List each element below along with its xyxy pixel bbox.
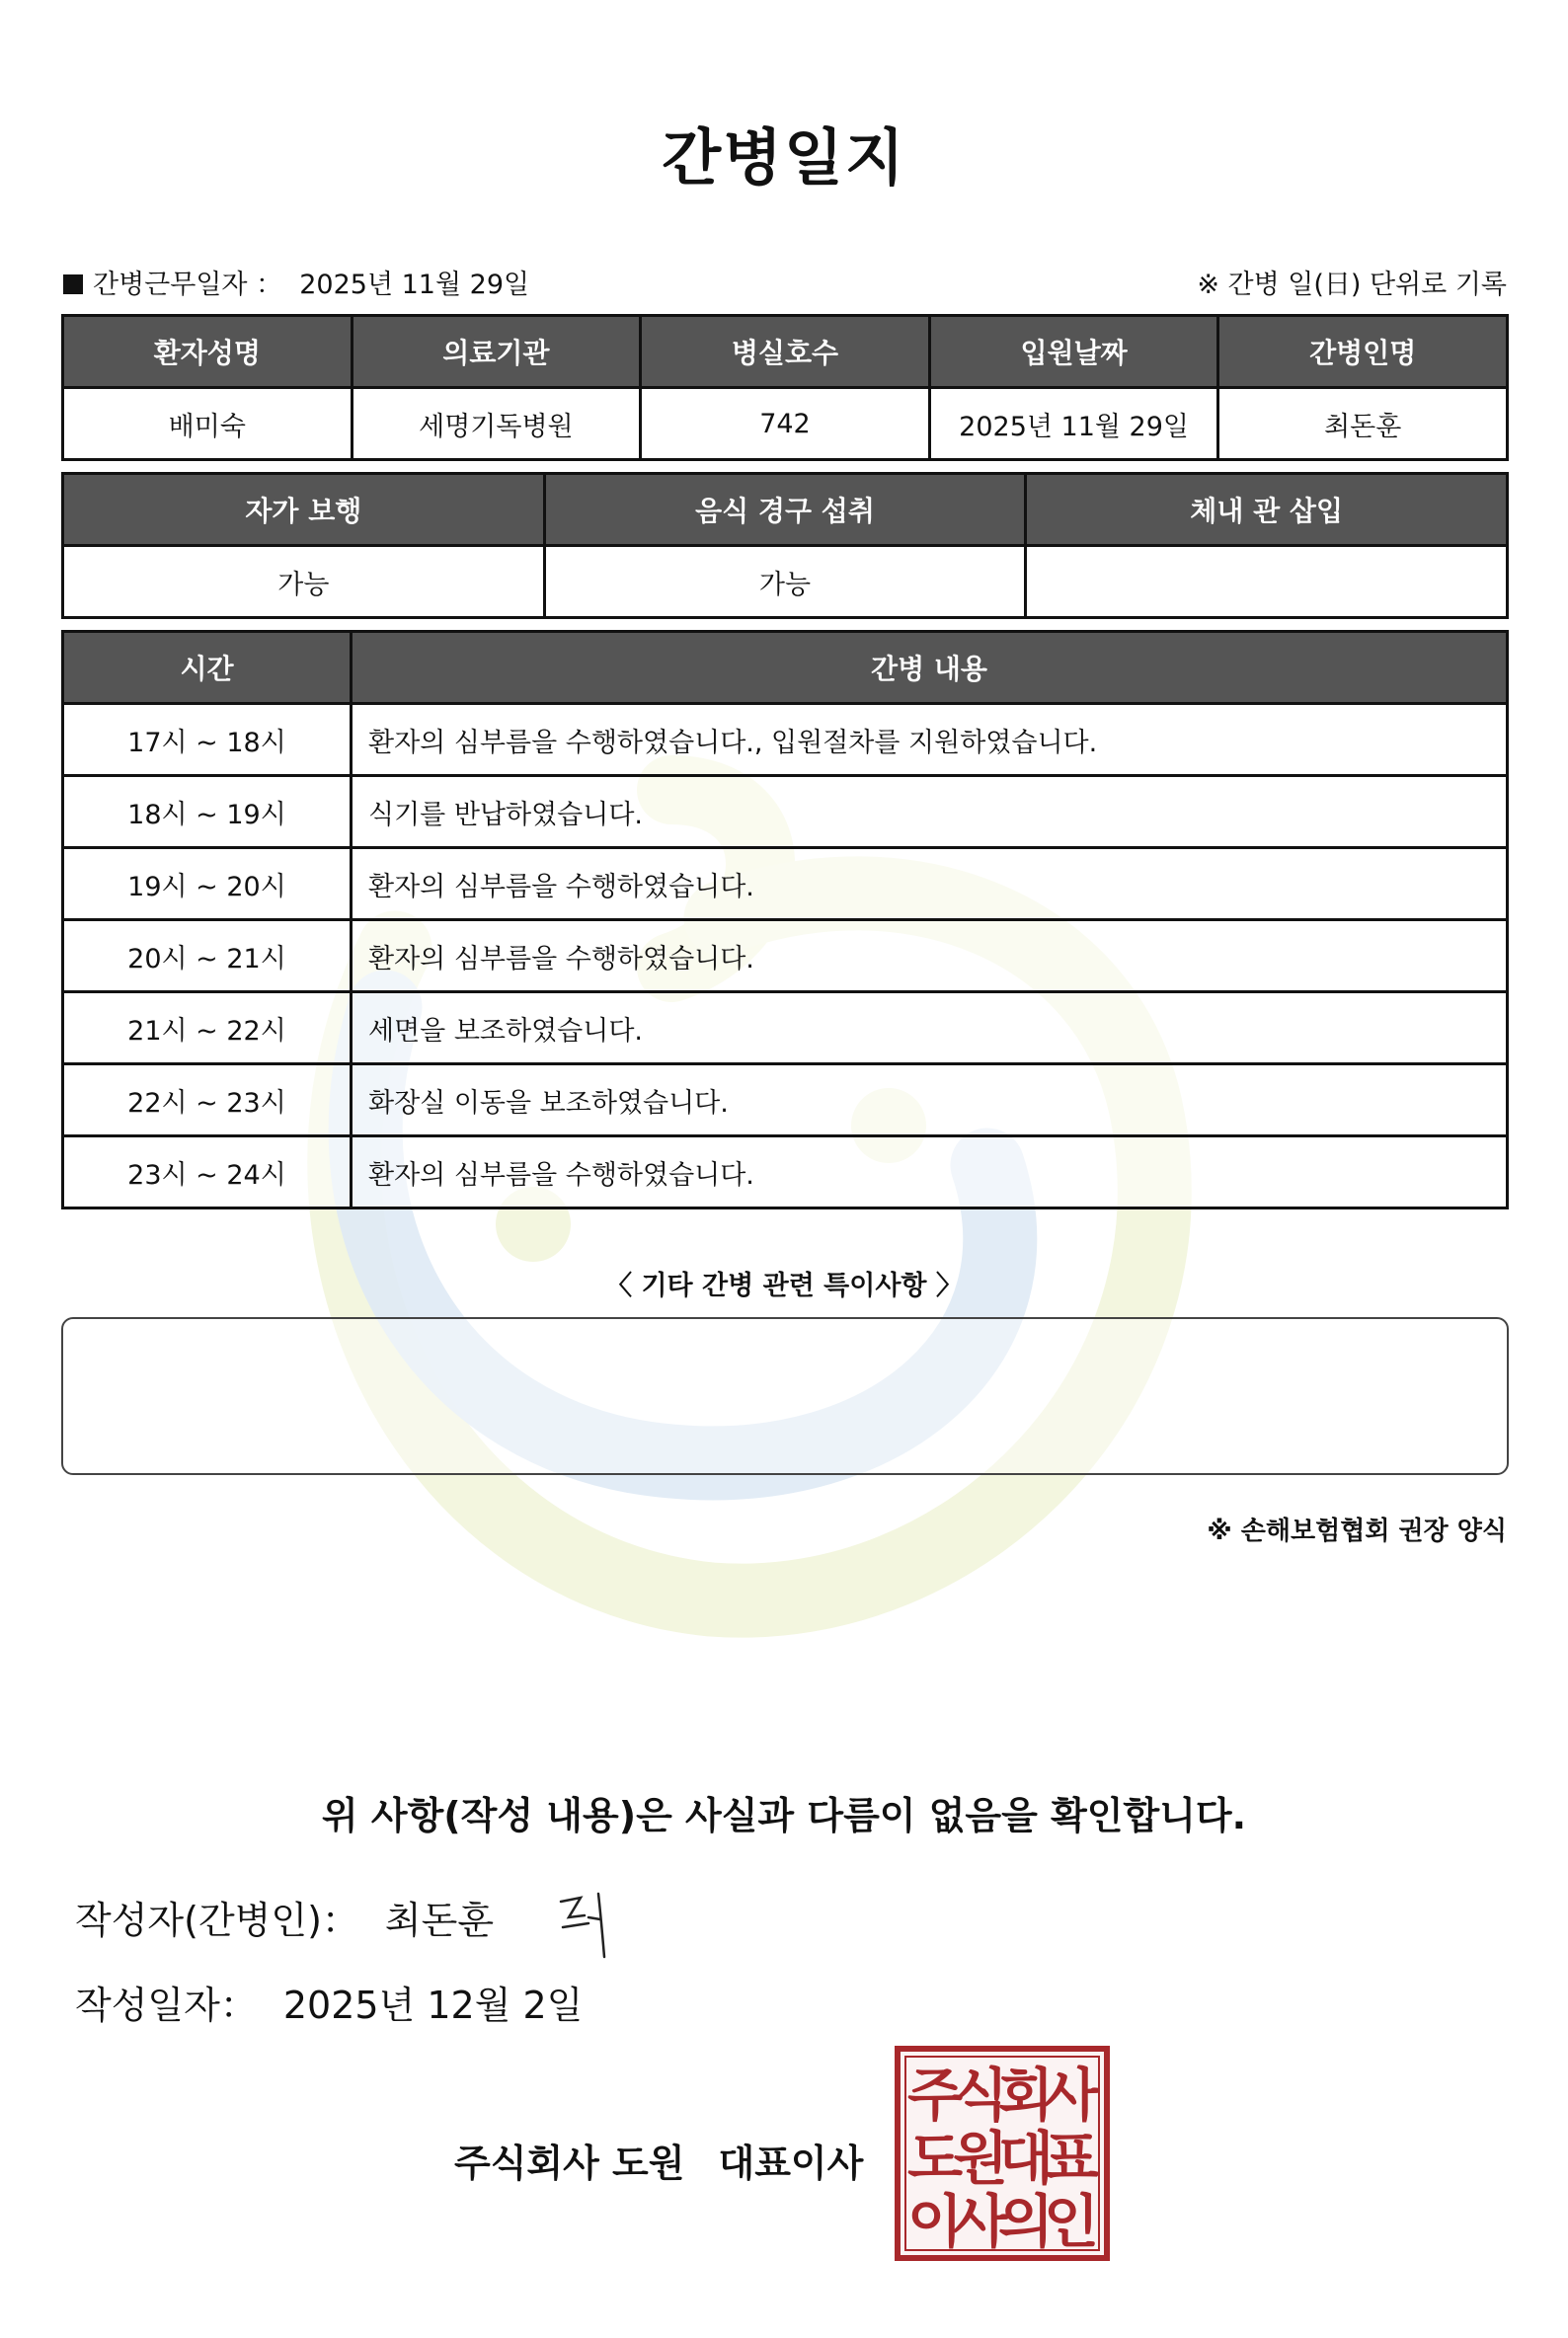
- log-time: 23시 ~ 24시: [63, 1136, 352, 1208]
- company-name: 주식회사 도원: [454, 2142, 685, 2185]
- written-date-label: 작성일자：: [75, 1984, 258, 2027]
- table-row: [63, 1136, 1508, 1208]
- written-date-row: [75, 1975, 583, 2029]
- writer-name: 최돈훈: [384, 1899, 495, 1942]
- svg-text:식: 식: [952, 2062, 1009, 2129]
- page-title: 간병일지: [662, 121, 906, 194]
- tube-value: [1026, 546, 1508, 618]
- svg-text:이: 이: [906, 2188, 964, 2255]
- log-content: 식기를 반납하였습니다.: [352, 776, 1508, 848]
- header-walking: 자가 보행: [63, 474, 545, 546]
- company-seal-stamp: [895, 2046, 1110, 2261]
- svg-text:사: 사: [952, 2188, 1009, 2255]
- patient-name: 배미숙: [63, 388, 353, 460]
- svg-text:도: 도: [906, 2125, 964, 2192]
- log-time: 21시 ~ 22시: [63, 992, 352, 1064]
- log-content: 화장실 이동을 보조하였습니다.: [352, 1064, 1508, 1136]
- handwritten-signature: [555, 1888, 624, 1967]
- svg-text:의: 의: [997, 2188, 1055, 2255]
- svg-text:원: 원: [952, 2125, 1009, 2192]
- work-date-value: 2025년 11월 29일: [299, 270, 530, 300]
- remarks-box: [61, 1317, 1509, 1475]
- header-patient-name: 환자성명: [63, 316, 353, 388]
- table-row: [63, 704, 1508, 776]
- log-time: 17시 ~ 18시: [63, 704, 352, 776]
- header-time: 시간: [63, 632, 352, 704]
- company-title: 대표이사: [718, 2142, 864, 2185]
- header-tube: 체내 관 삽입: [1026, 474, 1508, 546]
- table-row: [63, 848, 1508, 920]
- header-admission-date: 입원날짜: [929, 316, 1218, 388]
- svg-text:표: 표: [1043, 2125, 1100, 2192]
- patient-header-row: [63, 316, 1508, 388]
- written-date-value: 2025년 12월 2일: [282, 1984, 584, 2027]
- room-number: 742: [641, 388, 930, 460]
- work-date-row: [63, 263, 529, 301]
- patient-value-row: [63, 388, 1508, 460]
- header-oral-intake: 음식 경구 섭취: [544, 474, 1026, 546]
- company-signature-line: [454, 2133, 863, 2187]
- status-value-row: [63, 546, 1508, 618]
- svg-text:인: 인: [1043, 2188, 1100, 2255]
- patient-info-table: [61, 314, 1509, 461]
- log-content: 환자의 심부름을 수행하였습니다., 입원절차를 지원하였습니다.: [352, 704, 1508, 776]
- table-row: [63, 992, 1508, 1064]
- log-time: 18시 ~ 19시: [63, 776, 352, 848]
- writer-label: 작성자(간병인)：: [75, 1899, 359, 1942]
- header-hospital: 의료기관: [352, 316, 641, 388]
- header-caregiver: 간병인명: [1218, 316, 1508, 388]
- svg-text:사: 사: [1043, 2062, 1100, 2129]
- table-row: [63, 776, 1508, 848]
- log-time: 20시 ~ 21시: [63, 920, 352, 992]
- log-content: 세면을 보조하였습니다.: [352, 992, 1508, 1064]
- log-content: 환자의 심부름을 수행하였습니다.: [352, 848, 1508, 920]
- svg-text:주: 주: [906, 2062, 964, 2129]
- walking-value: 가능: [63, 546, 545, 618]
- hospital-name: 세명기독병원: [352, 388, 641, 460]
- form-note: ※ 손해보험협회 권장 양식: [1207, 1517, 1507, 1546]
- confirmation-statement: 위 사항(작성 내용)은 사실과 다름이 없음을 확인합니다.: [321, 1794, 1247, 1837]
- oral-intake-value: 가능: [544, 546, 1026, 618]
- log-header-row: [63, 632, 1508, 704]
- work-date-label: 간병근무일자 ：: [93, 270, 283, 300]
- status-header-row: [63, 474, 1508, 546]
- unit-note: ※ 간병 일(日) 단위로 기록: [1197, 270, 1507, 300]
- square-bullet-icon: [63, 274, 83, 294]
- svg-text:대: 대: [997, 2125, 1055, 2192]
- care-log-table: [61, 630, 1509, 1209]
- svg-text:회: 회: [997, 2062, 1055, 2129]
- log-content: 환자의 심부름을 수행하였습니다.: [352, 1136, 1508, 1208]
- caregiver-name: 최돈훈: [1218, 388, 1508, 460]
- remarks-heading: 〈 기타 간병 관련 특이사항 〉: [605, 1271, 963, 1301]
- admission-date: 2025년 11월 29일: [929, 388, 1218, 460]
- table-row: [63, 920, 1508, 992]
- header-care-content: 간병 내용: [352, 632, 1508, 704]
- log-time: 22시 ~ 23시: [63, 1064, 352, 1136]
- log-content: 환자의 심부름을 수행하였습니다.: [352, 920, 1508, 992]
- log-time: 19시 ~ 20시: [63, 848, 352, 920]
- table-row: [63, 1064, 1508, 1136]
- patient-status-table: [61, 472, 1509, 619]
- writer-row: [75, 1890, 494, 1944]
- header-room: 병실호수: [641, 316, 930, 388]
